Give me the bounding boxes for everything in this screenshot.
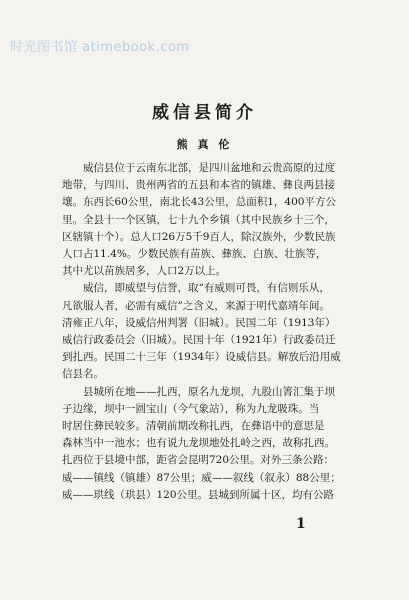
page-number: 1 bbox=[296, 516, 306, 532]
text-line: 地带，与四川、贵州两省的五县和本省的镇雄、彝良两县接 bbox=[62, 179, 335, 192]
paragraph bbox=[62, 384, 362, 504]
text-line: 威信行政委员会（旧城）。民国十年（1921年）行政委员迁 bbox=[62, 334, 336, 347]
text-line: 威信，即威望与信誉，取“有威则可畏，有信则乐从， bbox=[62, 282, 330, 295]
text-line: 县城所在地——扎西，原名九龙坝，九股山箐汇集于坝 bbox=[62, 385, 335, 398]
paragraph bbox=[62, 280, 362, 383]
text-line: 其中尤以苗族居多，人口2万以上。 bbox=[62, 265, 227, 278]
text-line: 到扎西。民国二十三年（1934年）设威信县。解放后沿用威 bbox=[62, 351, 341, 364]
text-line: 凡欲服人者，必需有威信”之含义，来源于明代嘉靖年间。 bbox=[62, 299, 330, 312]
text-line: 信县名。 bbox=[62, 368, 104, 381]
text-line: 森林当中一池水；也有说九龙坝地处扎岭之西，故称扎西。 bbox=[62, 437, 335, 450]
text-line: 人口占11.4%。少数民族有苗族、彝族、白族、壮族等， bbox=[62, 248, 327, 261]
text-line: 里。全县十一个区镇，七十九个乡镇（其中民族乡十三个， bbox=[62, 213, 335, 226]
text-line: 威——镇线（镇雄）87公里；威——叙线（叙永）88公里； bbox=[62, 471, 341, 484]
article-body bbox=[62, 160, 362, 504]
article-title: 威信县简介 bbox=[152, 103, 257, 123]
article-author: 熊 真 伦 bbox=[176, 138, 233, 151]
watermark: 时光图书馆 atimebook.com bbox=[10, 40, 190, 55]
text-line: 壤。东西长60公里，南北长43公里，总面积1，400平方公 bbox=[62, 196, 336, 209]
text-line: 区辖镇十个）。总人口26万5千9百人，除汉族外，少数民族 bbox=[62, 230, 336, 243]
text-line: 时居住彝民较多。清朝前期改称扎西，在彝语中的意思是 bbox=[62, 420, 325, 433]
text-line: 子边缘，坝中一圆宝山（今气象站），称为九龙吸珠。当 bbox=[62, 402, 320, 415]
text-line: 清雍正八年，设威信州判署（旧城）。民国二年（1913年） bbox=[62, 316, 336, 329]
text-line: 威信县位于云南东北部，是四川盆地和云贵高原的过度 bbox=[62, 162, 335, 174]
paragraph bbox=[62, 160, 362, 280]
text-line: 威——珙线（珙县）120公里。县城到所属十区，均有公路 bbox=[62, 488, 335, 501]
text-line: 扎西位于县境中部，距省会昆明720公里。对外三条公路： bbox=[62, 454, 335, 467]
